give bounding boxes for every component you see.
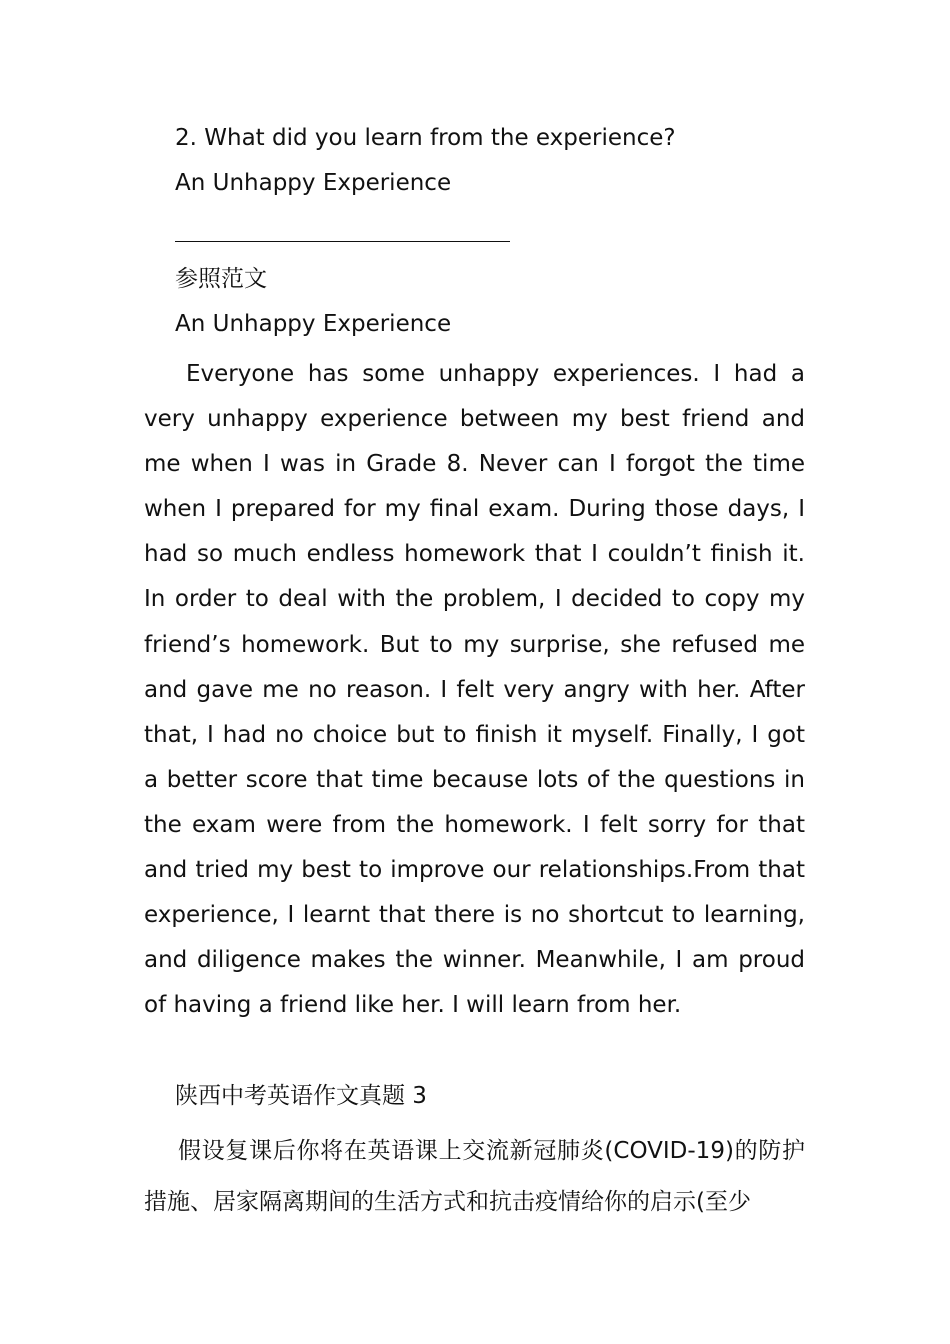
model-essay-label: 参照范文 bbox=[175, 266, 267, 292]
essay-title-blank: An Unhappy Experience bbox=[175, 170, 452, 196]
question-text: 2. What did you learn from the experience? bbox=[175, 125, 676, 151]
writing-prompt: 假设复课后你将在英语课上交流新冠肺炎(COVID-19)的防护措施、居家隔离期间的生活方式和抗击疫情给你的启示(至少 bbox=[144, 1138, 805, 1215]
model-essay-title: An Unhappy Experience bbox=[175, 311, 452, 337]
answer-line bbox=[175, 241, 510, 242]
section-heading: 陕西中考英语作文真题 3 bbox=[175, 1083, 427, 1109]
model-essay-body: Everyone has some unhappy experiences. I had a very unhappy experience between my best friend and me when I was in Grade 8. Never can I forgot the time when I prepared for my final exam. During those days, I had so much endless homework that I couldn’t finish it. In order to deal with the problem, I decided to copy my friend’s homework. But to my surprise, she refused me and gave me no reason. I felt very angry with her. After that, I had no choice but to finish it myself. Finally, I got a better score that time because lots of the questions in the exam were from the homework. I felt sorry for that and tried my best to improve our relationships.From that experience, I learnt that there is no shortcut to learning, and diligence makes the winner. Meanwhile, I am proud of having a friend like her. I will learn from her. bbox=[144, 361, 805, 1019]
